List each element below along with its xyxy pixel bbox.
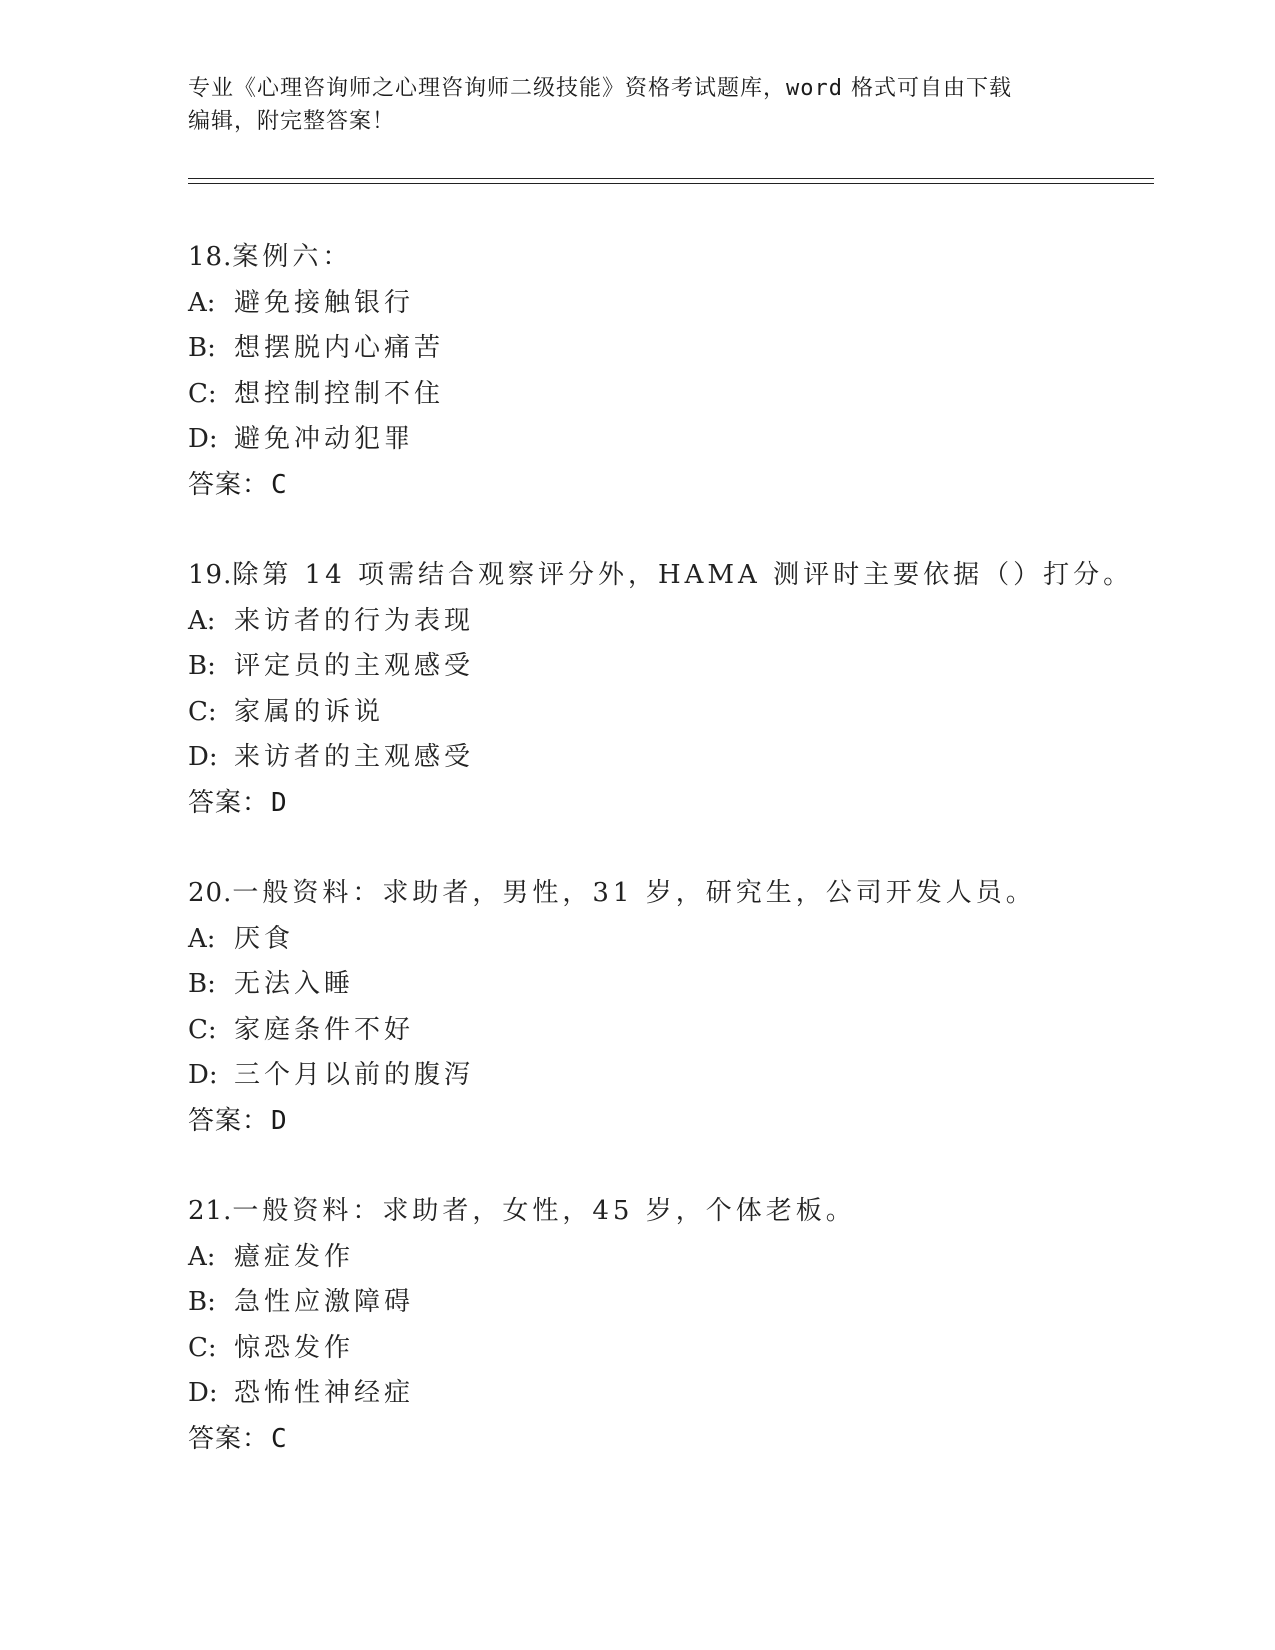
option-a — [188, 599, 1148, 645]
option-d — [188, 735, 1148, 781]
option-letter: B: — [188, 1287, 216, 1317]
header-line-1 — [188, 72, 1088, 105]
option-text: 避免接触银行 — [234, 287, 415, 318]
option-letter: B: — [188, 651, 216, 681]
option-letter: D: — [188, 742, 218, 772]
option-a — [188, 281, 1148, 327]
answer-line — [188, 1099, 1148, 1145]
option-letter: C: — [188, 1332, 217, 1363]
option-letter: A: — [188, 605, 216, 636]
option-text: 评定员的主观感受 — [234, 651, 475, 681]
answer-value: D — [271, 1105, 288, 1136]
option-c — [188, 1326, 1148, 1372]
option-d — [188, 1371, 1148, 1417]
option-a — [188, 917, 1148, 963]
option-b — [188, 644, 1148, 690]
option-text: 厌食 — [234, 923, 295, 954]
question-text: 案例六： — [232, 242, 353, 272]
option-text: 想控制控制不住 — [234, 378, 445, 409]
question-stem — [188, 553, 1148, 599]
option-text: 想摆脱内心痛苦 — [234, 333, 445, 363]
header-text-part1: 专业《心理咨询师之心理咨询师二级技能》资格考试题库， — [188, 76, 787, 101]
option-c — [188, 1008, 1148, 1054]
answer-value: D — [271, 787, 288, 818]
option-a — [188, 1235, 1148, 1281]
answer-line — [188, 1417, 1148, 1463]
question-text: 一般资料：求助者，男性，31 岁，研究生，公司开发人员。 — [232, 878, 1036, 908]
option-letter: D: — [188, 1378, 218, 1408]
option-b — [188, 326, 1148, 372]
question-20 — [188, 871, 1148, 1144]
answer-label: 答案： — [188, 469, 270, 500]
answer-value: C — [271, 469, 288, 500]
question-number: 20. — [188, 878, 233, 908]
answer-label: 答案： — [188, 1105, 270, 1136]
answer-label: 答案： — [188, 1423, 270, 1454]
option-letter: D: — [188, 1060, 218, 1090]
header-rule-top — [188, 178, 1154, 179]
option-b — [188, 962, 1148, 1008]
option-letter: C: — [188, 378, 217, 409]
option-text: 来访者的行为表现 — [234, 605, 475, 636]
header-text-part2: 格式可自由下载 — [843, 76, 1012, 101]
option-letter: A: — [188, 923, 216, 954]
option-c — [188, 690, 1148, 736]
option-text: 家庭条件不好 — [234, 1014, 415, 1045]
option-text: 家属的诉说 — [234, 696, 385, 727]
option-text: 来访者的主观感受 — [234, 742, 475, 772]
option-d — [188, 417, 1148, 463]
header-word: word — [786, 76, 843, 101]
question-stem — [188, 871, 1148, 917]
option-text: 急性应激障碍 — [234, 1287, 415, 1317]
question-18 — [188, 235, 1148, 508]
option-c — [188, 372, 1148, 418]
option-letter: C: — [188, 696, 217, 727]
option-letter: C: — [188, 1014, 217, 1045]
option-text: 无法入睡 — [234, 969, 355, 999]
option-text: 惊恐发作 — [234, 1332, 355, 1363]
option-letter: B: — [188, 333, 216, 363]
question-number: 19. — [188, 560, 233, 590]
option-text: 恐怖性神经症 — [234, 1378, 415, 1408]
question-stem — [188, 1189, 1148, 1235]
header-line-2: 编辑，附完整答案！ — [188, 109, 396, 134]
option-d — [188, 1053, 1148, 1099]
answer-line — [188, 781, 1148, 827]
question-21 — [188, 1189, 1148, 1462]
option-letter: D: — [188, 424, 218, 454]
question-text: 除第 14 项需结合观察评分外，HAMA 测评时主要依据（）打分。 — [232, 560, 1134, 590]
answer-value: C — [271, 1423, 288, 1454]
option-letter: A: — [188, 1241, 216, 1272]
question-19 — [188, 553, 1148, 826]
option-b — [188, 1280, 1148, 1326]
question-number: 21. — [188, 1196, 233, 1226]
question-stem — [188, 235, 1148, 281]
document-header — [188, 72, 1088, 138]
option-text: 三个月以前的腹泻 — [234, 1060, 475, 1090]
question-number: 18. — [188, 242, 233, 272]
question-text: 一般资料：求助者，女性，45 岁，个体老板。 — [232, 1196, 856, 1226]
option-text: 避免冲动犯罪 — [234, 424, 415, 454]
answer-line — [188, 463, 1148, 509]
header-rule-bottom — [188, 183, 1154, 184]
option-letter: B: — [188, 969, 216, 999]
answer-label: 答案： — [188, 787, 270, 818]
question-list — [188, 235, 1148, 1507]
option-letter: A: — [188, 287, 216, 318]
option-text: 癔症发作 — [234, 1241, 355, 1272]
